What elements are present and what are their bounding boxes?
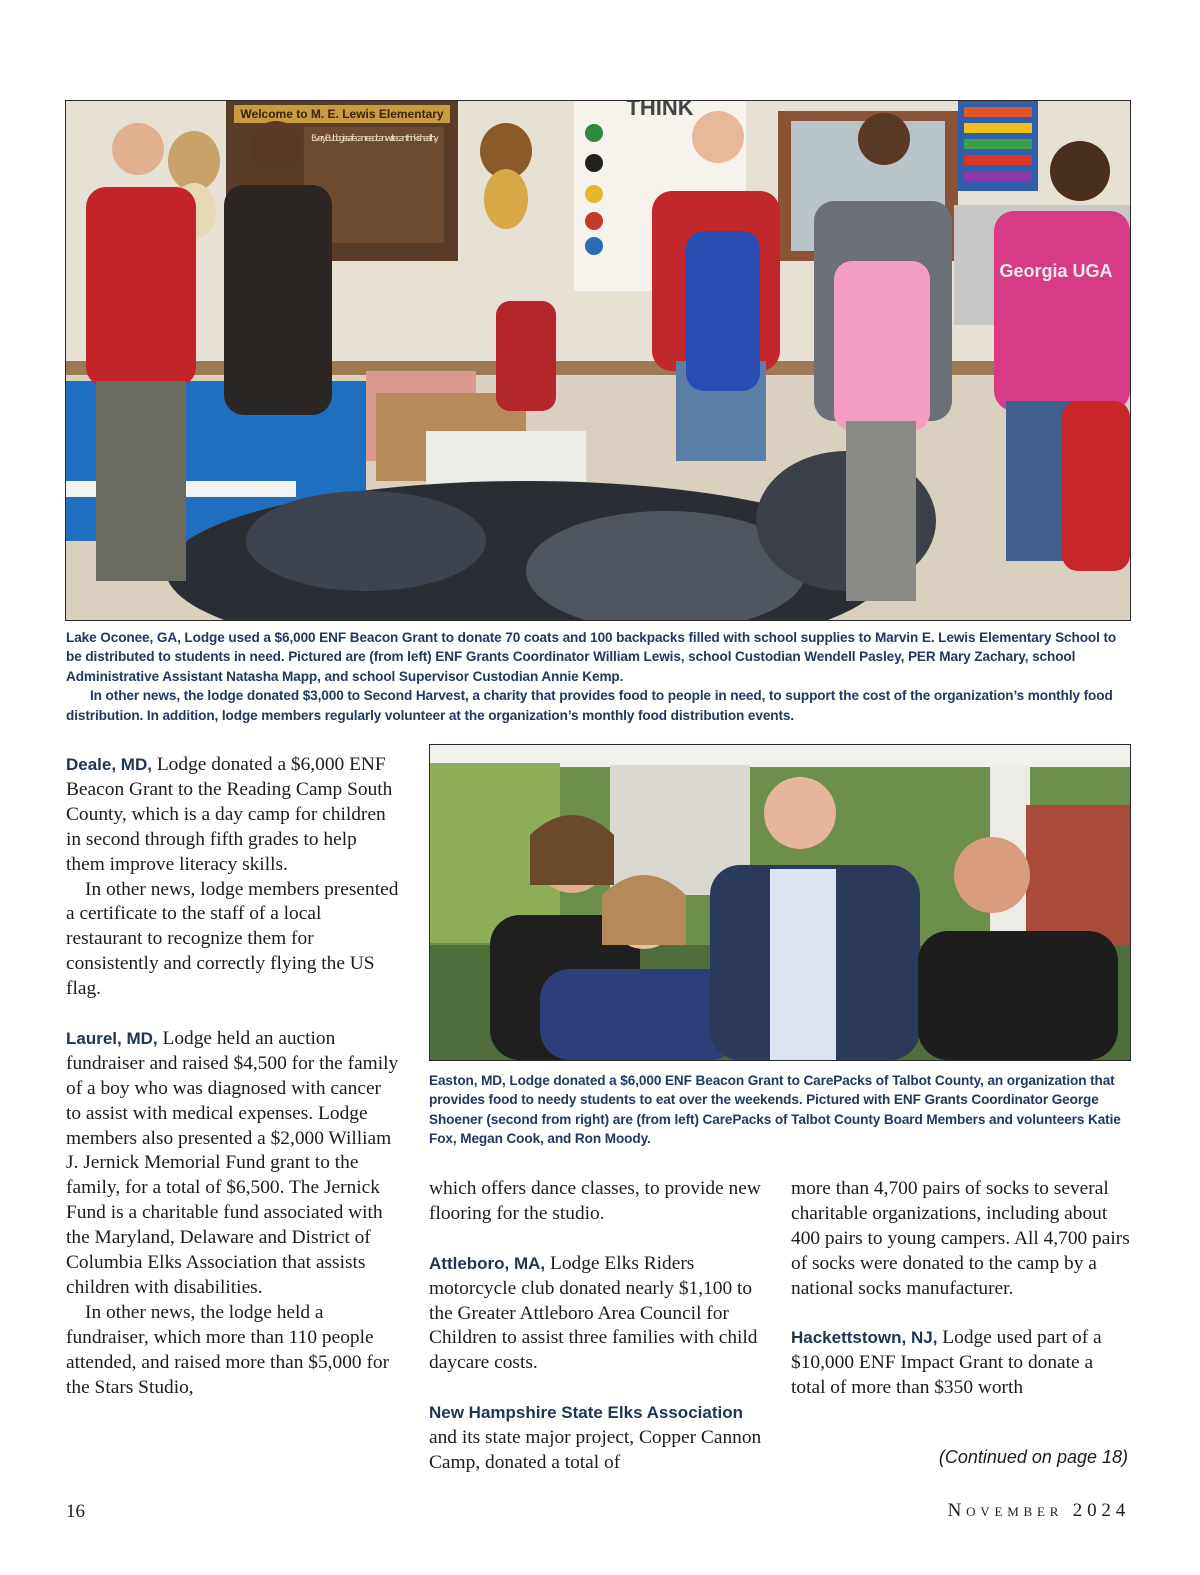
new-hampshire-article-paragraph <box>429 1401 771 1476</box>
issue-date: November 2024 <box>947 1500 1130 1521</box>
easton-photo <box>429 744 1131 1061</box>
easton-caption-text: Lodge donated a $6,000 ENF Beacon Grant to CarePacks of Talbot County, an organization that provides food to needy students to eat over the weekends. Pictured with ENF Grants Coordinator George Shoener (second from right) are (from left) CarePacks of Talbot County Board Members and volunteers Katie Fox, Megan Cook, and Ron Moody. <box>429 1073 1121 1147</box>
new-hampshire-article-continued: more than 4,700 pairs of socks to several charitable organizations, including about 400 pairs to young campers. All 4,700 pairs of socks were donated to the camp by a national socks manufacturer. <box>791 1178 1130 1299</box>
bulldog-poem-sign: Every Bulldog is safe can read can write can think is healthy <box>311 134 439 144</box>
deale-article-text: Lodge donated a $6,000 ENF Beacon Grant to the Reading Camp South County, which is a day camp for children in second through fifth grades to help them improve literacy skills. <box>66 754 393 875</box>
column-1 <box>66 753 400 1401</box>
lake-oconee-caption <box>66 628 1130 725</box>
easton-caption-lead: Easton, MD, <box>429 1073 506 1088</box>
hackettstown-article-text: Lodge used part of a $10,000 ENF Impact Grant to donate a total of more than $350 worth <box>791 1327 1102 1399</box>
easton-caption-paragraph <box>429 1071 1131 1149</box>
lake-oconee-caption-paragraph <box>66 628 1130 686</box>
hackettstown-article-lead: Hackettstown, NJ, <box>791 1328 938 1348</box>
lake-oconee-caption-other-news: In other news, the lodge donated $3,000 to Second Harvest, a charity that provides food to people in need, to support the cost of the organization’s monthly food distribution. In addition, lodge members regularly volunteer at the organization’s monthly food distribution events. <box>66 688 1113 723</box>
column-2 <box>429 1177 771 1476</box>
attleboro-article-text: Lodge Elks Riders motorcycle club donated nearly $1,100 to the Greater Attleboro Area Council for Children to assist three families with child daycare costs. <box>429 1252 758 1374</box>
laurel-article-other-news: In other news, the lodge held a fundraiser, which more than 110 people attended, and raised more than $5,000 for the Stars Studio, <box>66 1301 390 1398</box>
laurel-article-text: Lodge held an auction fundraiser and raised $4,500 for the family of a boy who was diagnosed with cancer to assist with medical expenses. Lodge members also presented a $2,000 William J. Jernick Memorial Fund grant to the family, for a total of $6,500. The Jernick Fund is a charitable fund associated with the Maryland, Delaware and District of Columbia Elks Association that assists children with disabilities. <box>66 1027 399 1299</box>
lake-oconee-caption-text: Lodge used a $6,000 ENF Beacon Grant to donate 70 coats and 100 backpacks filled with school supplies to Marvin E. Lewis Elementary School to be distributed to students in need. Pictured are (from left) ENF Grants Coordinator William Lewis, school Custodian Wendell Pasley, PER Mary Zachary, school Administrative Assistant Natasha Mapp, and school Supervisor Custodian Annie Kemp. <box>66 630 1117 684</box>
deale-article-lead: Deale, MD, <box>66 755 152 774</box>
hackettstown-article-paragraph <box>791 1326 1131 1401</box>
laurel-article-paragraph <box>66 1027 400 1301</box>
new-hampshire-article-text: and its state major project, Copper Cannon Camp, donated a total of <box>429 1427 762 1473</box>
deale-article-other-news: In other news, lodge members presented a certificate to the staff of a local restaurant to recognize them for consistently and correctly flying the US flag. <box>66 878 399 1000</box>
lake-oconee-caption-lead: Lake Oconee, GA, <box>66 630 181 645</box>
easton-caption <box>429 1071 1131 1149</box>
deale-article-paragraph <box>66 753 400 878</box>
lake-oconee-photo-art <box>66 101 1130 620</box>
continued-notice: (Continued on page 18) <box>938 1447 1128 1467</box>
laurel-article-lead: Laurel, MD, <box>66 1028 158 1048</box>
attleboro-article-paragraph <box>429 1252 771 1377</box>
column-3 <box>791 1177 1131 1401</box>
think-poster: THINK <box>626 101 694 120</box>
new-hampshire-article-lead: New Hampshire State Elks Association <box>429 1403 743 1423</box>
lake-oconee-photo <box>65 100 1131 621</box>
attleboro-article-lead: Attleboro, MA, <box>429 1253 546 1273</box>
page-number: 16 <box>66 1501 85 1522</box>
laurel-article-continued: which offers dance classes, to provide new flooring for the studio. <box>429 1178 761 1224</box>
welcome-sign: Welcome to M. E. Lewis Elementary <box>240 107 444 121</box>
georgia-shirt-text: Georgia UGA <box>999 261 1113 281</box>
easton-photo-art <box>430 745 1130 1060</box>
